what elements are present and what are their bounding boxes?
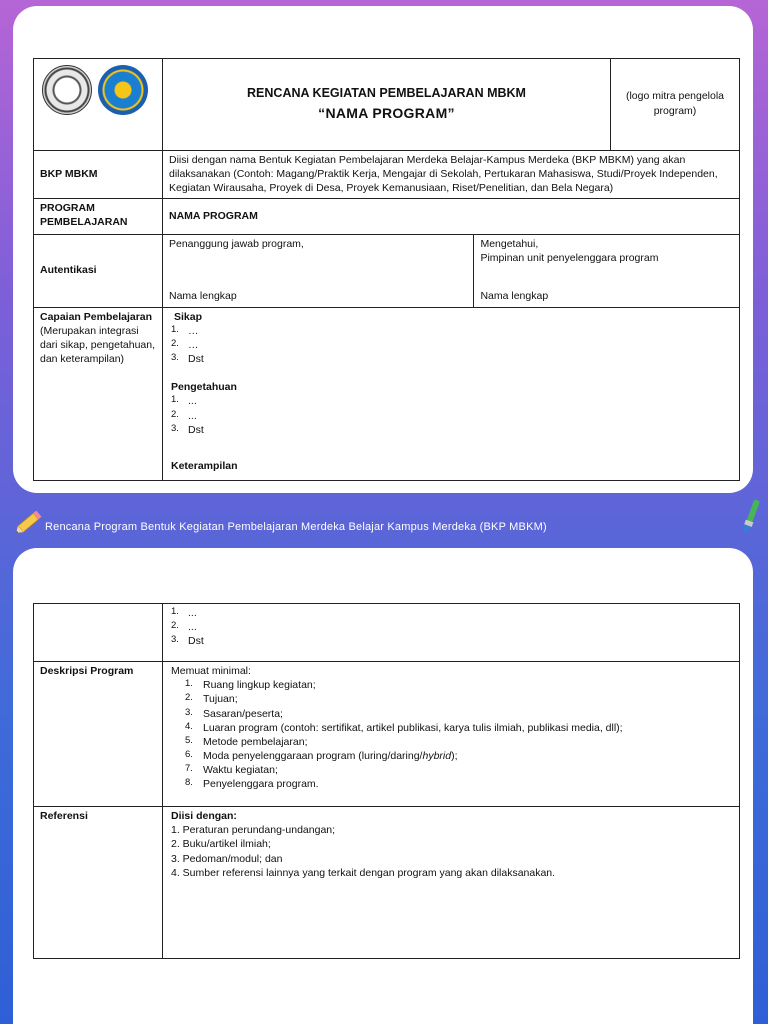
pengetahuan-item-text: ... — [188, 409, 197, 422]
autentikasi-cell — [163, 234, 740, 307]
deskripsi-item — [185, 763, 733, 777]
header-row — [34, 59, 740, 151]
footer-text: Rencana Program Bentuk Kegiatan Pembelajaran Merdeka Belajar Kampus Merdeka (BKP MBKM) — [45, 521, 547, 533]
sikap-item — [171, 338, 733, 352]
referensi-item: 3. Pedoman/modul; dan — [171, 852, 283, 865]
sikap-item-text: … — [188, 324, 199, 337]
mengetahui-block — [473, 235, 739, 307]
capaian-row — [34, 307, 740, 480]
form-table-page-1 — [33, 58, 740, 481]
keterampilan-content — [163, 604, 740, 662]
deskripsi-item-text: Moda penyelenggaraan program (luring/daring/hybrid); — [203, 750, 458, 763]
page-title: RENCANA KEGIATAN PEMBELAJARAN MBKM — [247, 86, 526, 100]
capaian-label: Capaian Pembelajaran — [40, 310, 153, 323]
deskripsi-item-text: Penyelenggara program. — [203, 778, 319, 791]
penanggung-jawab-block — [163, 235, 473, 307]
keterampilan-item-number: 2. — [171, 620, 179, 632]
mengetahui-label: Mengetahui, — [480, 237, 539, 250]
document-page-2 — [13, 548, 753, 1024]
bkp-label: BKP MBKM — [34, 151, 163, 199]
keterampilan-item — [171, 606, 733, 620]
deskripsi-item-text: Tujuan; — [203, 693, 238, 706]
deskripsi-item-number: 2. — [185, 692, 193, 704]
pengetahuan-heading: Pengetahuan — [171, 381, 237, 394]
referensi-title: Diisi dengan: — [171, 810, 237, 822]
pengetahuan-item-number: 1. — [171, 394, 179, 406]
referensi-content — [163, 807, 740, 959]
keterampilan-item-number: 3. — [171, 634, 179, 646]
deskripsi-item-text: Waktu kegiatan; — [203, 764, 278, 777]
keterampilan-continued-row — [34, 604, 740, 662]
keterampilan-item — [171, 620, 733, 634]
keterampilan-item — [171, 634, 733, 648]
sikap-item-number: 3. — [171, 352, 179, 364]
pengetahuan-item-number: 2. — [171, 408, 179, 420]
keterampilan-item-text: Dst — [188, 635, 204, 648]
sikap-item-number: 2. — [171, 337, 179, 349]
sikap-item-text: … — [188, 338, 199, 351]
keterampilan-item-text: ... — [188, 621, 197, 634]
deskripsi-item-number: 4. — [185, 720, 193, 732]
deskripsi-item-number: 6. — [185, 749, 193, 761]
program-row — [34, 198, 740, 234]
pengetahuan-item-text: ... — [188, 395, 197, 408]
keterampilan-item-number: 1. — [171, 606, 179, 617]
autentikasi-row — [34, 234, 740, 307]
deskripsi-item-text: Metode pembelajaran; — [203, 735, 308, 748]
autentikasi-label: Autentikasi — [34, 234, 163, 307]
deskripsi-item-text: Luaran program (contoh: sertifikat, artikel publikasi, karya tulis ilmiah, publikasi media, dll); — [203, 721, 623, 734]
deskripsi-content — [163, 662, 740, 807]
keterampilan-list — [171, 606, 733, 649]
sikap-list — [171, 324, 733, 367]
deskripsi-item-number: 3. — [185, 706, 193, 718]
deskripsi-item — [185, 707, 733, 721]
capaian-note: (Merupakan integrasi dari sikap, pengetahuan, dan keterampilan) — [40, 324, 156, 366]
deskripsi-item-number: 7. — [185, 763, 193, 775]
pengetahuan-list — [171, 394, 733, 437]
deskripsi-item-text: Sasaran/peserta; — [203, 707, 283, 720]
referensi-row — [34, 807, 740, 959]
program-label: PROGRAM PEMBELAJARAN — [34, 198, 163, 234]
bkp-value: Diisi dengan nama Bentuk Kegiatan Pembelajaran Merdeka Belajar-Kampus Merdeka (BKP MBKM) yang akan dilaksanakan (Contoh: Magang/Praktik Kerja, Mengajar di Sekolah, Pertukaran Mahasiswa, Studi/Proyek Independen, Kegiatan Wirausaha, Proyek di Desa, Proyek Kemanusiaan, Riset/Penelitian, dan Bela Negara) — [163, 151, 740, 199]
footer-bar — [0, 493, 768, 548]
logo-cell — [34, 59, 163, 151]
mitra-logo-placeholder: (logo mitra pengelola program) — [625, 90, 725, 118]
empty-label-cell — [34, 604, 163, 662]
deskripsi-item-number: 8. — [185, 777, 193, 789]
referensi-item: 2. Buku/artikel ilmiah; — [171, 838, 271, 851]
deskripsi-list — [171, 678, 733, 791]
deskripsi-item-number: 5. — [185, 734, 193, 746]
deskripsi-row — [34, 662, 740, 807]
sikap-item-number: 1. — [171, 323, 179, 335]
deskripsi-item-text: Ruang lingkup kegiatan; — [203, 679, 316, 692]
pengetahuan-item-text: Dst — [188, 423, 204, 436]
referensi-item: 4. Sumber referensi lainnya yang terkait dengan program yang akan dilaksanakan. — [171, 866, 556, 879]
keterampilan-heading: Keterampilan — [171, 459, 238, 472]
form-table-page-2 — [33, 603, 740, 959]
program-name-title: “NAMA PROGRAM” — [318, 104, 455, 121]
hybrid-italic-text: hybrid — [422, 750, 452, 763]
program-value: NAMA PROGRAM — [163, 198, 740, 234]
deskripsi-item-number: 1. — [185, 678, 193, 690]
capaian-content — [163, 307, 740, 480]
referensi-item: 1. Peraturan perundang-undangan; — [171, 824, 336, 837]
sikap-heading: Sikap — [174, 310, 203, 323]
deskripsi-item — [185, 749, 733, 763]
pengetahuan-item — [171, 409, 733, 423]
deskripsi-item — [185, 721, 733, 735]
deskripsi-item — [185, 735, 733, 749]
sikap-item-text: Dst — [188, 353, 204, 366]
pimpinan-name: Nama lengkap — [480, 290, 549, 303]
capaian-label-cell — [34, 307, 163, 480]
referensi-list — [171, 823, 733, 880]
kemendikbud-logo-icon — [98, 65, 148, 115]
university-logo-icon — [42, 65, 92, 115]
document-page-1 — [13, 6, 753, 493]
sikap-item — [171, 324, 733, 338]
deskripsi-item — [185, 678, 733, 692]
paintbrush-icon — [735, 497, 765, 543]
deskripsi-label: Deskripsi Program — [34, 662, 163, 807]
sikap-item — [171, 352, 733, 366]
pengetahuan-item — [171, 394, 733, 408]
deskripsi-item — [185, 692, 733, 706]
title-cell — [163, 59, 611, 151]
pencil-icon — [12, 505, 46, 539]
referensi-label: Referensi — [34, 807, 163, 959]
bkp-row — [34, 151, 740, 199]
mitra-logo-cell — [611, 59, 740, 151]
deskripsi-intro: Memuat minimal: — [171, 665, 251, 677]
keterampilan-item-text: ... — [188, 607, 197, 619]
pimpinan-role: Pimpinan unit penyelenggara program — [480, 251, 659, 264]
pengetahuan-item-number: 3. — [171, 422, 179, 434]
penanggung-jawab-role: Penanggung jawab program, — [169, 237, 304, 250]
penanggung-jawab-name: Nama lengkap — [169, 290, 237, 303]
pengetahuan-item — [171, 423, 733, 437]
deskripsi-item — [185, 777, 733, 791]
